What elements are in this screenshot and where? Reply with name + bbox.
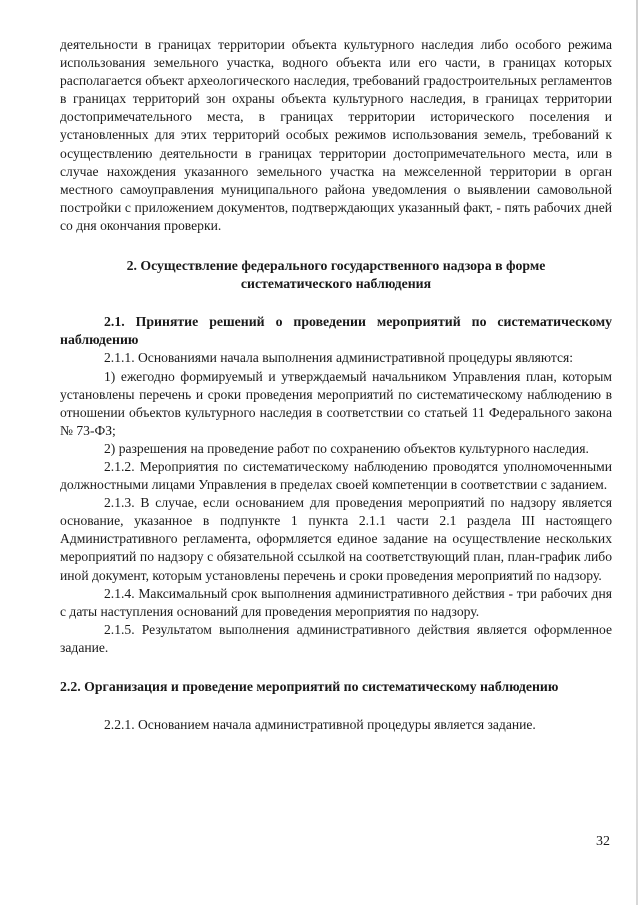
paragraph-intro: деятельности в границах территории объекта культурного наследия либо особого режима использования земельного участка, водного объекта или его части, в границах которых располагается объект археологического наследия, требований градостроительных регламентов в границах территорий зон охраны объекта культурного наследия, в границах территории достопримечательного места, в границах территории исторического поселения и установленных для этих территорий особых режимов использования земель, требований к осуществлению деятельности в границах территории достопримечательного места, или в случае нахождения указанного земельного участка на межселенной территории в орган местного самоуправления муниципального района уведомления о выявлении самовольной постройки с приложением документов, подтверждающих указанный факт, - пять рабочих дней со дня окончания проверки. [60,37,612,233]
section-2-1-heading: 2.1. Принятие решений о проведении мероприятий по систематическому наблюдению [60,314,612,348]
paragraph-2-1-3: 2.1.3. В случае, если основанием для проведения мероприятий по надзору является основание, указанное в подпункте 1 пункта 2.1.1 части 2.1 раздела III настоящего Административного регламента, оформляется единое задание на осуществление нескольких мероприятий по надзору с обязательной ссылкой на соответствующий план, план-график либо иной документ, которым установлены перечень и сроки проведения мероприятий по надзору. [60,495,612,583]
paragraph-2-1-5: 2.1.5. Результатом выполнения административного действия является оформленное задание. [60,621,612,655]
paragraph-2-1-4: 2.1.4. Максимальный срок выполнения административного действия - три рабочих дня с даты наступления оснований для проведения мероприятия по надзору. [60,585,612,619]
section-2-heading-line-1: 2. Осуществление федерального государственного надзора в форме [126,258,546,274]
paragraph-2-1-1: 2.1.1. Основаниями начала выполнения административной процедуры являются: [104,350,574,366]
paragraph-item-2: 2) разрешения на проведение работ по сохранению объектов культурного наследия. [104,440,589,456]
scan-edge [636,0,638,905]
section-2-heading-line-2: систематического наблюдения [240,276,432,292]
section-2-2-heading: 2.2. Организация и проведение мероприятий по систематическому наблюдению [60,679,559,694]
section-2-heading [60,257,612,293]
paragraph-2-1-2: 2.1.2. Мероприятия по систематическому наблюдению проводятся уполномоченными должностными лицами Управления в пределах своей компетенции в соответствии с заданием. [60,458,612,493]
paragraph-2-2-1: 2.2.1. Основанием начала административной процедуры является задание. [104,717,536,733]
paragraph-item-1: 1) ежегодно формируемый и утверждаемый начальником Управления план, которым установлены перечень и сроки проведения мероприятий по систематическому наблюдению в отношении объектов культурного наследия в соответствии со статьей 11 Федерального закона № 73-ФЗ; [60,368,612,438]
page-number: 32 [596,834,610,849]
